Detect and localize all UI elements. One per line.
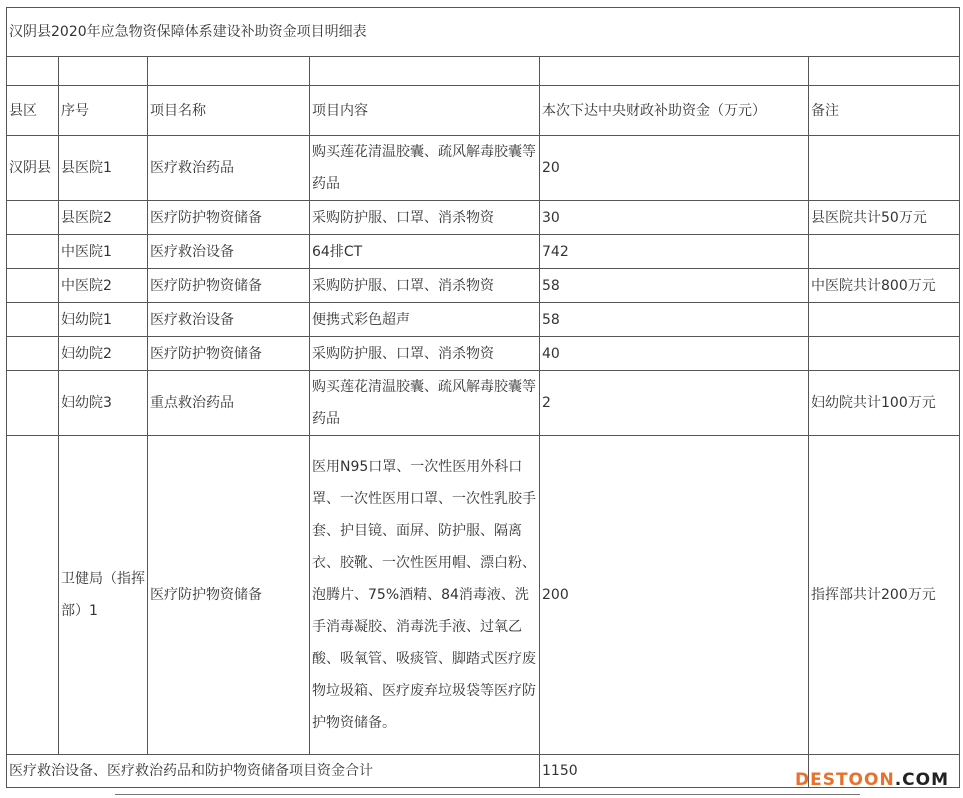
cell-note: 妇幼院共计100万元 — [809, 371, 960, 436]
cell-name: 医疗防护物资储备 — [148, 337, 310, 371]
cell-name: 医疗救治设备 — [148, 235, 310, 269]
cell-amount: 58 — [540, 269, 809, 303]
header-name: 项目名称 — [148, 86, 310, 136]
cell-content: 便携式彩色超声 — [310, 303, 540, 337]
cell-content: 医用N95口罩、一次性医用外科口罩、一次性医用口罩、一次性乳胶手套、护目镜、面屏、防护服、隔离衣、胶靴、一次性医用帽、漂白粉、泡腾片、75%酒精、84消毒液、洗手消毒凝胶、消毒洗手液、过氧乙酸、吸氧管、吸痰管、脚踏式医疗废物垃圾箱、医疗废弃垃圾袋等医疗防护物资储备。 — [310, 436, 540, 755]
cell-content: 采购防护服、口罩、消杀物资 — [310, 269, 540, 303]
table-row — [7, 136, 960, 201]
cell-note: 指挥部共计200万元 — [809, 436, 960, 755]
cell-seq: 妇幼院2 — [59, 337, 148, 371]
cell-note: 中医院共计800万元 — [809, 269, 960, 303]
table-row — [7, 337, 960, 371]
cell-note — [809, 337, 960, 371]
cell-content: 64排CT — [310, 235, 540, 269]
cell-name: 医疗防护物资储备 — [148, 436, 310, 755]
cell-county — [7, 436, 59, 755]
cell-county — [7, 235, 59, 269]
header-row — [7, 86, 960, 136]
table-title: 汉阴县2020年应急物资保障体系建设补助资金项目明细表 — [7, 8, 960, 57]
blank-row — [7, 57, 960, 86]
cell-name: 医疗防护物资储备 — [148, 269, 310, 303]
cell-note — [809, 136, 960, 201]
cell-amount: 30 — [540, 201, 809, 235]
cell-county — [7, 201, 59, 235]
cell-content: 采购防护服、口罩、消杀物资 — [310, 201, 540, 235]
table-row — [7, 436, 960, 755]
cell-name: 医疗救治药品 — [148, 136, 310, 201]
table-row — [7, 303, 960, 337]
cell-seq: 县医院2 — [59, 201, 148, 235]
cell-name: 医疗防护物资储备 — [148, 201, 310, 235]
cell-amount: 20 — [540, 136, 809, 201]
watermark-part1: DESTOON — [794, 770, 895, 790]
cell-amount: 742 — [540, 235, 809, 269]
cell-county — [7, 371, 59, 436]
cell-amount: 58 — [540, 303, 809, 337]
cell-name: 医疗救治设备 — [148, 303, 310, 337]
divider — [115, 794, 860, 795]
table-row — [7, 371, 960, 436]
cell-county — [7, 269, 59, 303]
cell-content: 购买莲花清温胶囊、疏风解毒胶囊等药品 — [310, 136, 540, 201]
cell-seq: 妇幼院1 — [59, 303, 148, 337]
cell-name: 重点救治药品 — [148, 371, 310, 436]
header-amount: 本次下达中央财政补助资金（万元） — [540, 86, 809, 136]
cell-seq: 中医院1 — [59, 235, 148, 269]
header-content: 项目内容 — [310, 86, 540, 136]
total-label: 医疗救治设备、医疗救治药品和防护物资储备项目资金合计 — [7, 755, 540, 788]
header-note: 备注 — [809, 86, 960, 136]
cell-seq: 妇幼院3 — [59, 371, 148, 436]
watermark-logo — [795, 770, 949, 790]
cell-seq: 县医院1 — [59, 136, 148, 201]
cell-county: 汉阴县 — [7, 136, 59, 201]
total-amount: 1150 — [540, 755, 809, 788]
cell-amount: 40 — [540, 337, 809, 371]
table-row — [7, 235, 960, 269]
header-seq: 序号 — [59, 86, 148, 136]
cell-seq: 卫健局（指挥部）1 — [59, 436, 148, 755]
funding-detail-table — [6, 7, 960, 788]
cell-county — [7, 337, 59, 371]
cell-amount: 2 — [540, 371, 809, 436]
cell-note — [809, 235, 960, 269]
cell-amount: 200 — [540, 436, 809, 755]
header-county: 县区 — [7, 86, 59, 136]
cell-county — [7, 303, 59, 337]
cell-content: 采购防护服、口罩、消杀物资 — [310, 337, 540, 371]
cell-note: 县医院共计50万元 — [809, 201, 960, 235]
cell-seq: 中医院2 — [59, 269, 148, 303]
table-row — [7, 201, 960, 235]
watermark-part2: .COM — [894, 770, 949, 790]
cell-note — [809, 303, 960, 337]
cell-content: 购买莲花清温胶囊、疏风解毒胶囊等药品 — [310, 371, 540, 436]
table-row — [7, 269, 960, 303]
